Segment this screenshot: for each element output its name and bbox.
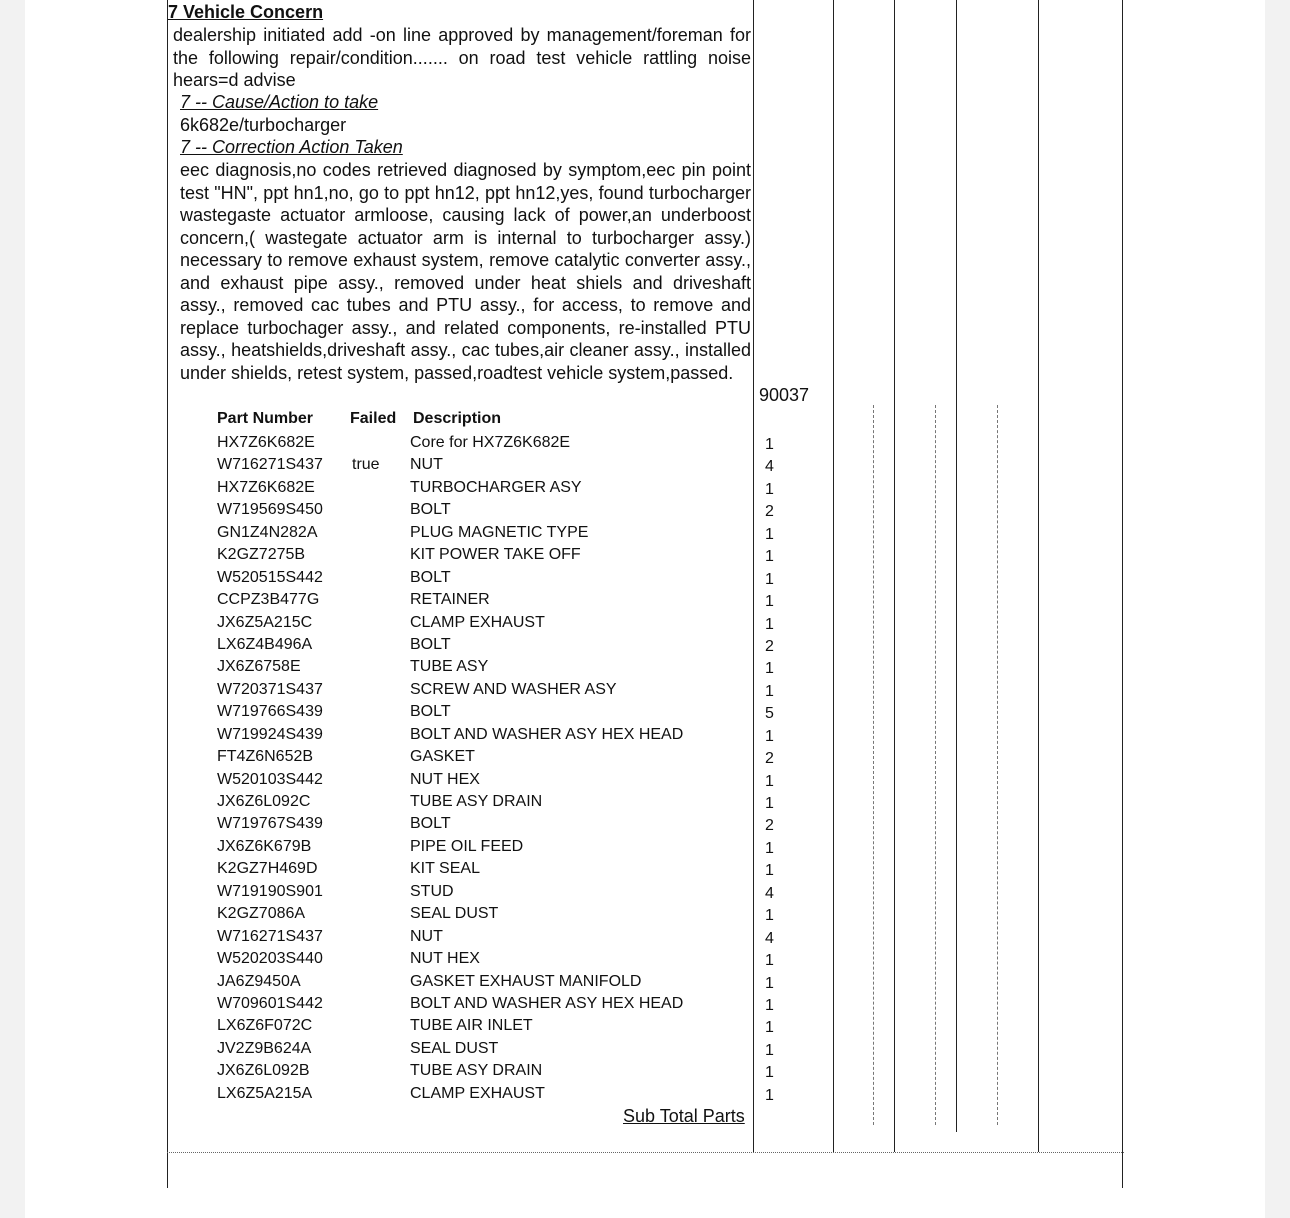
- part-number-cell: W709601S442: [217, 994, 323, 1012]
- parts-row: [25, 1038, 1265, 1060]
- description-cell: SCREW AND WASHER ASY: [410, 680, 617, 698]
- bottom-dotted-rule: [167, 1152, 1124, 1153]
- part-number-cell: LX6Z6F072C: [217, 1017, 313, 1035]
- description-cell: GASKET: [410, 748, 475, 766]
- description-cell: BOLT: [410, 501, 451, 519]
- quantity-cell: 1: [765, 907, 774, 925]
- quantity-cell: 1: [765, 1041, 774, 1059]
- parts-row: [25, 634, 1265, 656]
- part-number-cell: JX6Z6L092B: [217, 1062, 310, 1080]
- description-cell: KIT POWER TAKE OFF: [410, 546, 581, 564]
- labor-code: 90037: [759, 385, 810, 405]
- part-number-cell: W719190S901: [217, 882, 323, 900]
- part-number-cell: GN1Z4N282A: [217, 523, 318, 541]
- part-number-cell: K2GZ7086A: [217, 905, 306, 923]
- quantity-cell: 2: [765, 503, 774, 521]
- concern-text: dealership initiated add -on line approved by management/foreman for the following repair/condition....... on road test vehicle rattling noise hears=d advise: [173, 25, 751, 90]
- parts-row: [25, 612, 1265, 634]
- quantity-cell: 2: [765, 637, 774, 655]
- description-cell: NUT HEX: [410, 770, 480, 788]
- repair-order-page: [25, 0, 1265, 1218]
- quantity-cell: 1: [765, 772, 774, 790]
- part-number-cell: JX6Z6758E: [217, 658, 301, 676]
- part-number-cell: W719924S439: [217, 725, 323, 743]
- quantity-cell: 1: [765, 1064, 774, 1082]
- section-title: 7 Vehicle Concern: [168, 2, 324, 22]
- header-description: Description: [413, 410, 502, 427]
- header-part-number: Part Number: [217, 410, 314, 427]
- part-number-cell: W520203S440: [217, 950, 323, 968]
- quantity-cell: 1: [765, 795, 774, 812]
- parts-row: [25, 522, 1265, 544]
- quantity-cell: 2: [765, 750, 774, 768]
- description-cell: SEAL DUST: [410, 905, 499, 923]
- cause-text: 6k682e/turbocharger: [180, 115, 347, 135]
- parts-row: [25, 724, 1265, 746]
- parts-row: [25, 858, 1265, 880]
- parts-row: [25, 948, 1265, 970]
- parts-list: [25, 432, 1265, 1105]
- part-number-cell: K2GZ7275B: [217, 546, 306, 564]
- description-cell: PIPE OIL FEED: [410, 837, 524, 855]
- part-number-cell: W719569S450: [217, 501, 323, 519]
- part-number-cell: W720371S437: [217, 680, 323, 698]
- part-number-cell: JX6Z6K679B: [217, 837, 312, 855]
- quantity-cell: 1: [765, 480, 774, 498]
- parts-row: [25, 903, 1265, 925]
- quantity-cell: 2: [765, 817, 774, 835]
- part-number-cell: W719766S439: [217, 703, 323, 721]
- part-number-cell: JV2Z9B624A: [217, 1039, 312, 1057]
- quantity-cell: 1: [765, 839, 774, 857]
- quantity-cell: 1: [765, 548, 774, 566]
- description-cell: GASKET EXHAUST MANIFOLD: [410, 972, 642, 990]
- parts-row: [25, 881, 1265, 903]
- description-cell: KIT SEAL: [410, 860, 480, 878]
- parts-row: [25, 679, 1265, 701]
- parts-row: [25, 1060, 1265, 1082]
- parts-row: [25, 454, 1265, 476]
- quantity-cell: 1: [765, 952, 774, 970]
- parts-row: [25, 656, 1265, 678]
- part-number-cell: W716271S437: [217, 927, 323, 945]
- part-number-cell: FT4Z6N652B: [217, 748, 314, 766]
- part-number-cell: HX7Z6K682E: [217, 434, 315, 451]
- parts-row: [25, 589, 1265, 611]
- parts-row: [25, 567, 1265, 589]
- quantity-cell: 1: [765, 570, 774, 588]
- part-number-cell: LX6Z4B496A: [217, 635, 313, 653]
- parts-row: [25, 1083, 1265, 1105]
- parts-row: [25, 432, 1265, 454]
- part-number-cell: K2GZ7H469D: [217, 860, 318, 878]
- part-number-cell: W520515S442: [217, 568, 323, 586]
- description-cell: BOLT AND WASHER ASY HEX HEAD: [410, 994, 684, 1012]
- description-cell: BOLT: [410, 635, 451, 653]
- subtotal-parts-label: Sub Total Parts: [623, 1106, 745, 1126]
- part-number-cell: JX6Z5A215C: [217, 613, 313, 631]
- description-cell: TUBE AIR INLET: [410, 1017, 533, 1035]
- description-cell: SEAL DUST: [410, 1039, 499, 1057]
- header-failed: Failed: [350, 410, 397, 427]
- quantity-cell: 4: [765, 929, 774, 947]
- cause-label: 7 -- Cause/Action to take: [180, 92, 379, 112]
- quantity-cell: 4: [765, 884, 774, 902]
- description-cell: BOLT: [410, 815, 451, 833]
- quantity-cell: 4: [765, 458, 774, 476]
- quantity-cell: 1: [765, 862, 774, 880]
- description-cell: BOLT: [410, 703, 451, 721]
- description-cell: NUT: [410, 456, 443, 474]
- description-cell: TURBOCHARGER ASY: [410, 478, 582, 496]
- description-cell: RETAINER: [410, 591, 490, 609]
- failed-cell: true: [352, 456, 380, 474]
- quantity-cell: 1: [765, 525, 774, 543]
- quantity-cell: 1: [765, 974, 774, 992]
- parts-row: [25, 836, 1265, 858]
- quantity-cell: 1: [765, 996, 774, 1014]
- parts-row: [25, 701, 1265, 723]
- part-number-cell: W716271S437: [217, 456, 323, 474]
- description-cell: Core for HX7Z6K682E: [410, 434, 571, 451]
- quantity-cell: 1: [765, 660, 774, 678]
- part-number-cell: JA6Z9450A: [217, 972, 301, 990]
- parts-row: [25, 544, 1265, 566]
- description-cell: NUT HEX: [410, 950, 480, 968]
- quantity-cell: 1: [765, 615, 774, 633]
- quantity-cell: 1: [765, 1019, 774, 1037]
- description-cell: BOLT: [410, 568, 451, 586]
- correction-text: eec diagnosis,no codes retrieved diagnosed by symptom,eec pin point test "HN", ppt hn1,no, go to ppt hn12, ppt hn12,yes, found turbocharger wastegaste actuator armloose, causing lack of power,an underboost concern,( wastegate actuator arm is internal to turbocharger assy.) necessary to remove exhaust system, remove catalytic converter assy., and exhaust pipe assy., removed under heat shiels and driveshaft assy., removed cac tubes and PTU assy., for access, to remove and replace turbochager assy., and related components, re-installed PTU assy., heatshields,driveshaft assy., cac tubes,air cleaner assy., installed under shields, retest system, passed,roadtest vehicle system,passed.: [180, 160, 751, 383]
- parts-row: [25, 769, 1265, 791]
- parts-row: [25, 813, 1265, 835]
- parts-row: [25, 791, 1265, 813]
- quantity-cell: 1: [765, 1086, 774, 1104]
- description-cell: TUBE ASY: [410, 658, 489, 676]
- parts-row: [25, 971, 1265, 993]
- parts-row: [25, 926, 1265, 948]
- quantity-cell: 1: [765, 682, 774, 700]
- parts-row: [25, 477, 1265, 499]
- description-cell: CLAMP EXHAUST: [410, 1084, 545, 1102]
- parts-row: [25, 1015, 1265, 1037]
- part-number-cell: W520103S442: [217, 770, 323, 788]
- quantity-cell: 5: [765, 705, 774, 723]
- quantity-cell: 1: [765, 593, 774, 611]
- part-number-cell: LX6Z5A215A: [217, 1084, 313, 1102]
- part-number-cell: CCPZ3B477G: [217, 591, 320, 609]
- parts-row: [25, 499, 1265, 521]
- quantity-cell: 1: [765, 436, 774, 453]
- description-cell: STUD: [410, 882, 454, 900]
- correction-label: 7 -- Correction Action Taken: [180, 137, 403, 157]
- parts-row: [25, 746, 1265, 768]
- description-cell: TUBE ASY DRAIN: [410, 793, 543, 810]
- part-number-cell: HX7Z6K682E: [217, 478, 315, 496]
- parts-row: [25, 993, 1265, 1015]
- part-number-cell: W719767S439: [217, 815, 323, 833]
- description-cell: PLUG MAGNETIC TYPE: [410, 523, 589, 541]
- description-cell: BOLT AND WASHER ASY HEX HEAD: [410, 725, 684, 743]
- description-cell: TUBE ASY DRAIN: [410, 1062, 543, 1080]
- description-cell: NUT: [410, 927, 443, 945]
- description-cell: CLAMP EXHAUST: [410, 613, 545, 631]
- quantity-cell: 1: [765, 727, 774, 745]
- part-number-cell: JX6Z6L092C: [217, 793, 311, 810]
